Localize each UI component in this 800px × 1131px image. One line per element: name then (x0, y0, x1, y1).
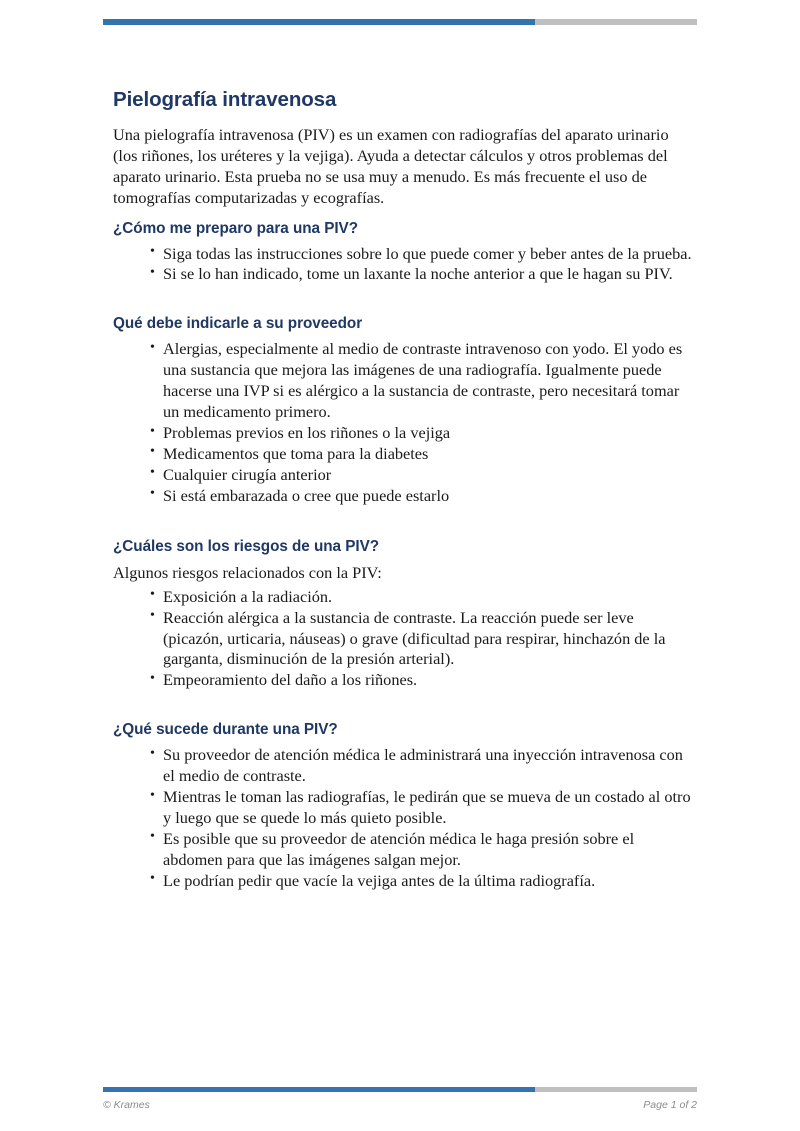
section-list-preparacion (113, 244, 693, 286)
list-item: • Si está embarazada o cree que puede estarlo (150, 486, 693, 507)
footer-rule-blue-segment (103, 1087, 535, 1092)
list-item: • Alergias, especialmente al medio de contraste intravenoso con yodo. El yodo es una sustancia que mejora las imágenes de una radiografía. Igualmente puede hacerse una IVP si es alérgico a la sustancia de contraste, pero necesitará tomar un medicamento primero. (150, 339, 693, 423)
list-item: • Reacción alérgica a la sustancia de contraste. La reacción puede ser leve (picazón, urticaria, náuseas) o grave (dificultad para respirar, hinchazón de la garganta, disminución de la presión arterial). (150, 608, 693, 671)
list-item: • Medicamentos que toma para la diabetes (150, 444, 693, 465)
footer-copyright: © Krames (103, 1099, 150, 1111)
section-heading-preparacion: ¿Cómo me preparo para una PIV? (113, 219, 358, 237)
section-heading-durante: ¿Qué sucede durante una PIV? (113, 721, 338, 739)
section-intro-riesgos: Algunos riesgos relacionados con la PIV: (113, 562, 382, 582)
page-title: Pielografía intravenosa (113, 88, 337, 111)
footer-divider-rule (103, 1087, 697, 1092)
list-item: • Le podrían pedir que vacíe la vejiga antes de la última radiografía. (150, 871, 693, 892)
list-item: • Exposición a la radiación. (150, 587, 693, 608)
intro-paragraph: Una pielografía intravenosa (PIV) es un examen con radiografías del aparato urinario (los riñones, los uréteres y la vejiga). Ayuda a detectar cálculos y otros problemas del aparato urinario. Esta prueba no se usa muy a menudo. Es más frecuente el uso de tomografías computarizadas y ecografías. (113, 124, 669, 207)
list-item: • Siga todas las instrucciones sobre lo que puede comer y beber antes de la prueba. (150, 244, 693, 265)
list-item: • Empeoramiento del daño a los riñones. (150, 670, 693, 691)
footer-rule-gray-segment (535, 1087, 697, 1092)
list-item: • Cualquier cirugía anterior (150, 465, 693, 486)
list-item: • Si se lo han indicado, tome un laxante la noche anterior a que le hagan su PIV. (150, 264, 693, 285)
list-item: • Es posible que su proveedor de atención médica le haga presión sobre el abdomen para que las imágenes salgan mejor. (150, 829, 693, 871)
section-heading-indicar-proveedor: Qué debe indicarle a su proveedor (113, 315, 363, 333)
section-heading-riesgos: ¿Cuáles son los riesgos de una PIV? (113, 537, 380, 555)
footer (103, 1099, 697, 1111)
footer-page-number: Page 1 of 2 (643, 1099, 697, 1111)
header-rule-blue-segment (103, 19, 535, 25)
list-item: • Mientras le toman las radiografías, le pedirán que se mueva de un costado al otro y luego que se quede lo más quieto posible. (150, 787, 693, 829)
list-item: • Problemas previos en los riñones o la vejiga (150, 423, 693, 444)
header-divider-rule (103, 19, 697, 25)
section-list-indicar-proveedor (113, 339, 693, 507)
header-rule-gray-segment (535, 19, 697, 25)
list-item: • Su proveedor de atención médica le administrará una inyección intravenosa con el medio de contraste. (150, 745, 693, 787)
section-list-durante (113, 745, 693, 892)
document-content (113, 88, 693, 892)
section-list-riesgos (113, 587, 693, 692)
